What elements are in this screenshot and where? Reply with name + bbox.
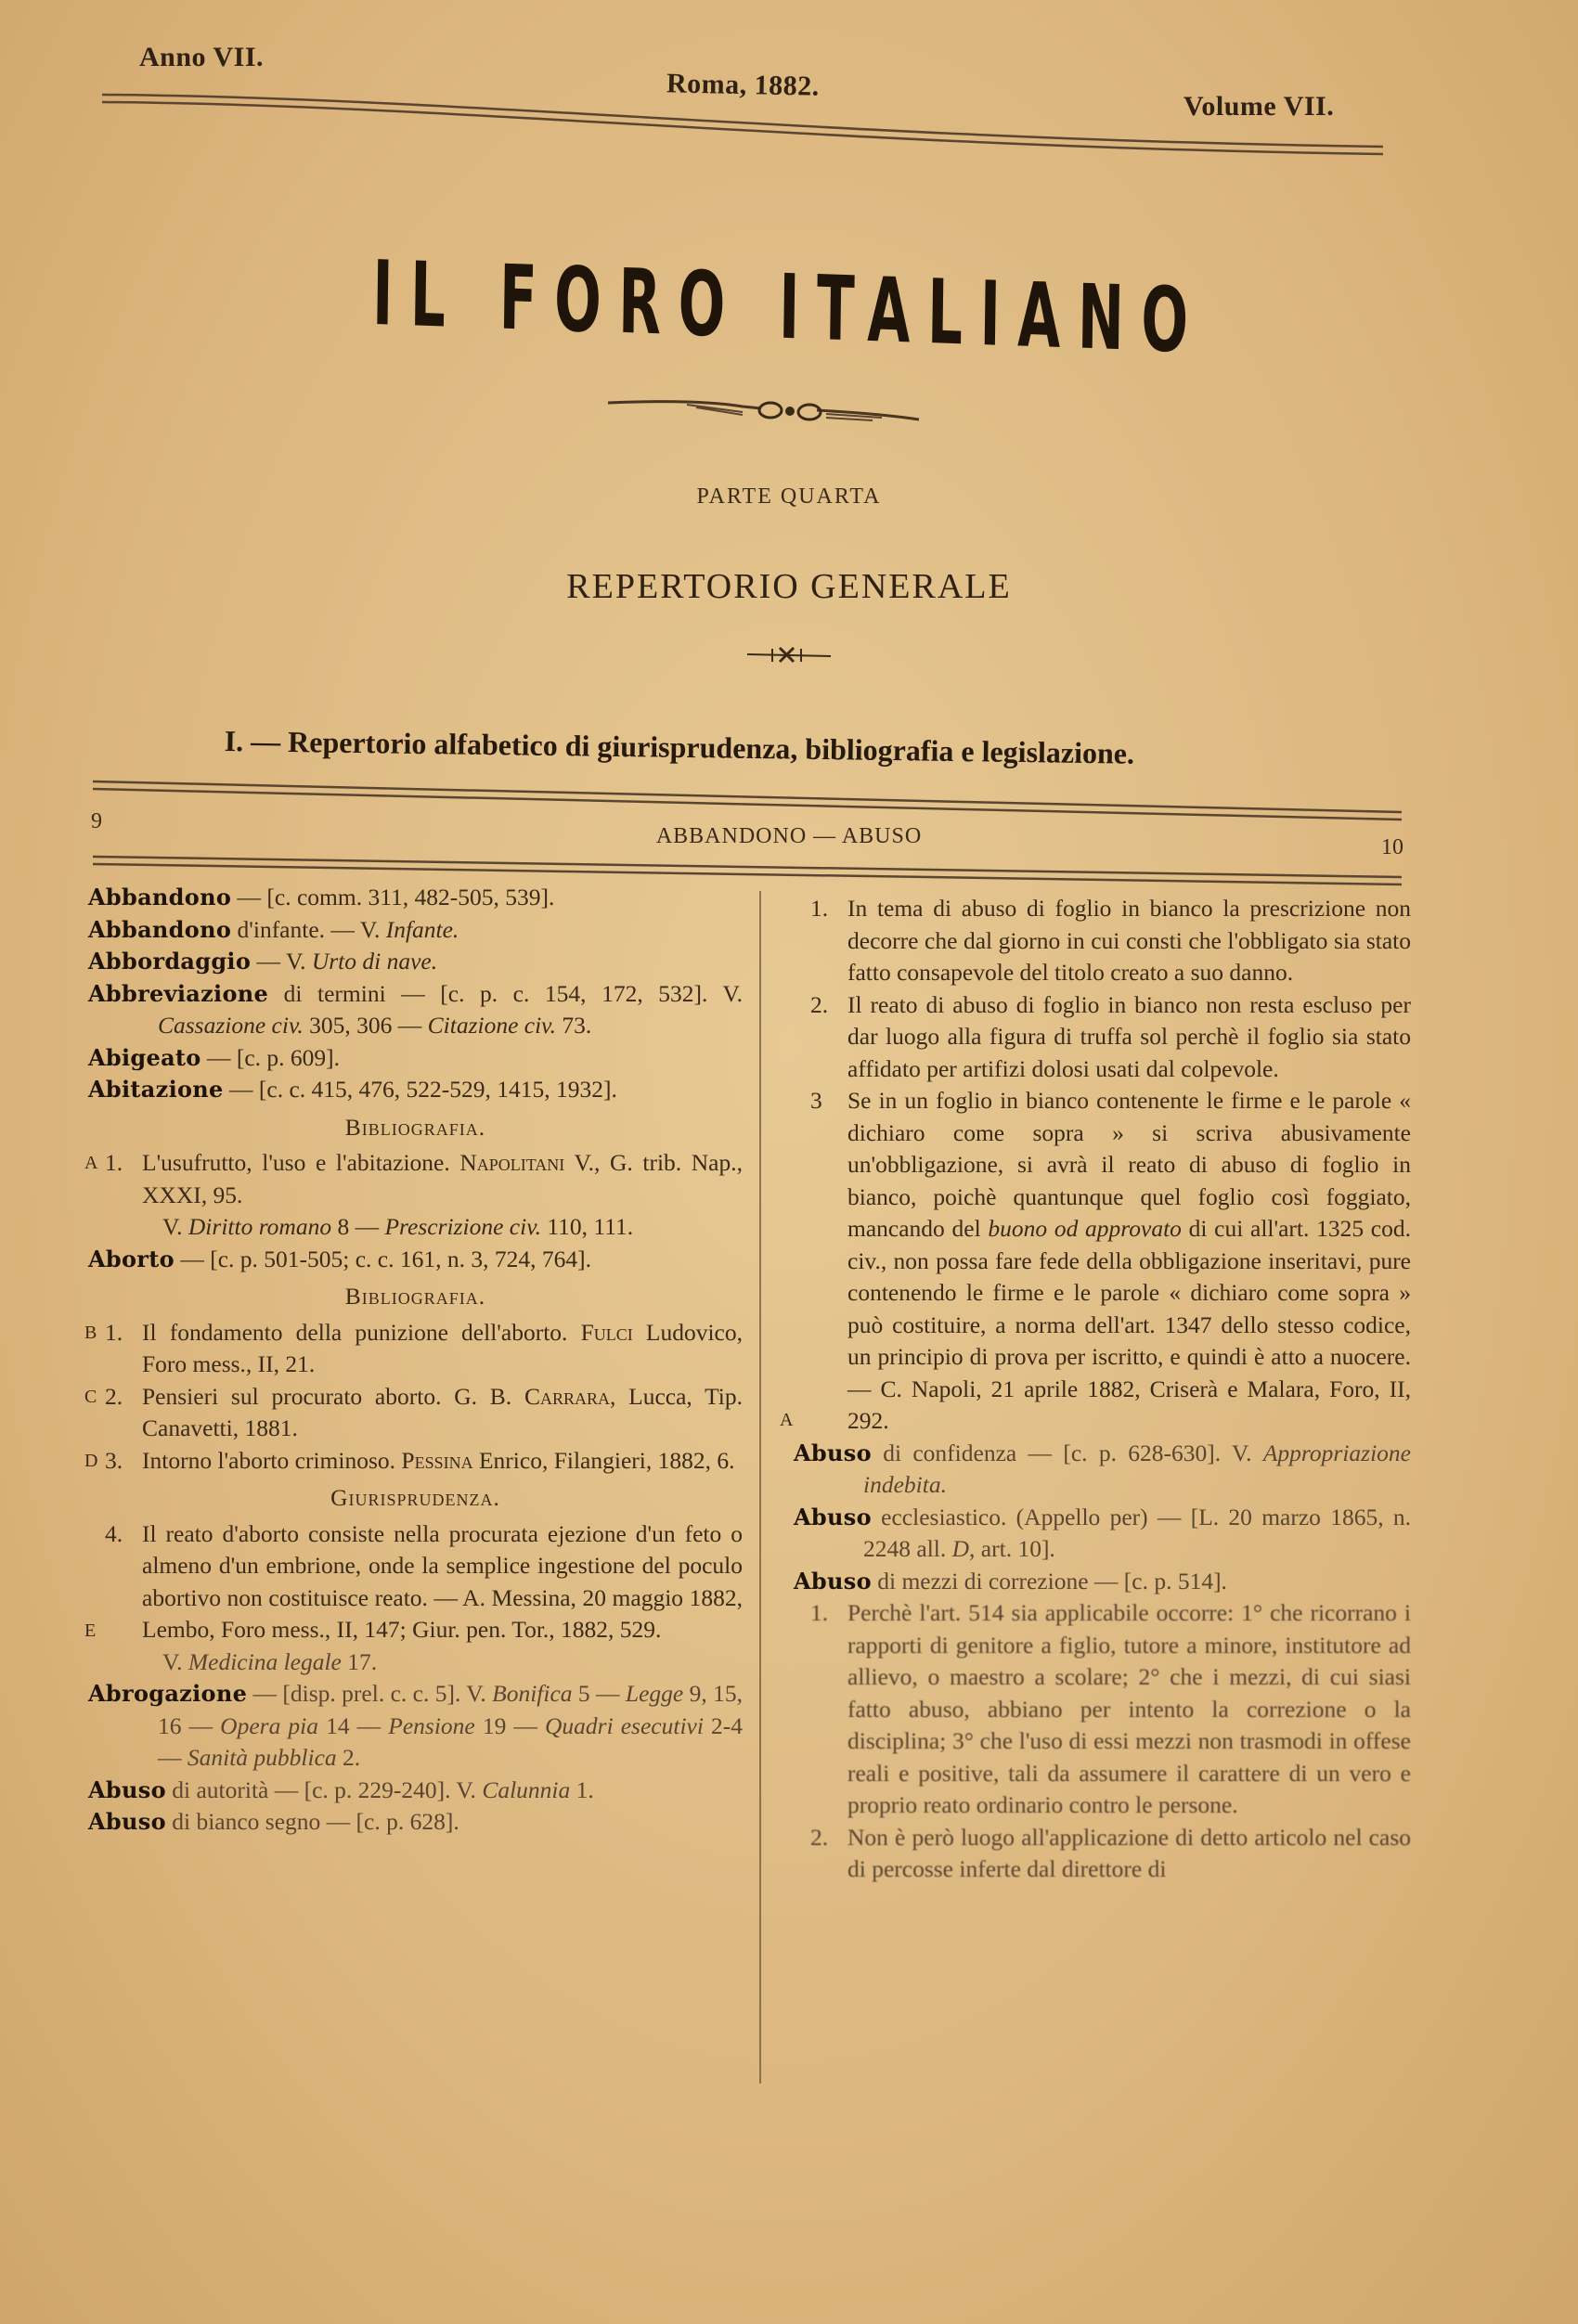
item-text: Ludovico, Foro mess., II, 21.: [142, 1318, 743, 1377]
author: Carrara: [524, 1382, 610, 1410]
entry-text: — [c. c. 415, 476, 522-529, 1415, 1932].: [223, 1076, 617, 1103]
lemma: Abrogazione: [88, 1680, 248, 1707]
entry-text: — [c. p. 501-505; c. c. 161, n. 3, 724, 764].: [174, 1245, 591, 1272]
entry-abitazione: [88, 1074, 743, 1106]
running-head-title: ABBANDONO — ABUSO: [655, 824, 923, 848]
entry-text: di confidenza — [c. p. 628-630]. V.: [871, 1439, 1263, 1466]
section-heading: I. — Repertorio alfabetico di giurisprudenza, bibliografia e legislazione.: [224, 724, 1135, 770]
cross-reference: Cassazione civ.: [158, 1012, 304, 1039]
item-number: 1.: [810, 895, 829, 922]
right-page-number: 10: [1381, 835, 1403, 859]
cross-reference: Pensione: [388, 1711, 475, 1739]
lemma: Abuso: [794, 1567, 872, 1595]
item-number: 2.: [105, 1382, 123, 1410]
lemma: Abitazione: [88, 1076, 224, 1103]
entry-text: 1.: [570, 1775, 594, 1803]
entry-abuso-autorita: [88, 1775, 743, 1807]
see-prefix: V.: [162, 1213, 188, 1240]
cross-reference: Quadri esecutivi: [544, 1711, 704, 1739]
jurisprudence-heading: Giurisprudenza.: [330, 1484, 500, 1511]
item-number: 3.: [105, 1446, 123, 1474]
entry-text: 2-4 —: [158, 1711, 744, 1771]
cross-reference: Infante.: [385, 915, 459, 943]
cross-reference: Opera pia: [220, 1711, 318, 1739]
lemma: Abuso: [794, 1439, 872, 1466]
entry-text: di mezzi di correzione — [c. p. 514].: [871, 1567, 1227, 1595]
item-text: Non è però luogo all'applicazione di detto articolo nel caso di percosse inferte dal direttore di: [847, 1823, 1411, 1882]
cross-reference: Calunnia: [482, 1775, 571, 1803]
entry-text: 9, 15, 16 —: [158, 1680, 744, 1739]
left-page-number: 9: [91, 809, 102, 833]
lemma: Abuso: [794, 1503, 872, 1530]
entry-text: 110, 111.: [541, 1213, 634, 1240]
entry-text: 17.: [341, 1647, 378, 1675]
right-column: [780, 893, 1411, 1886]
journal-title: IL FORO ITALIANO: [371, 240, 1207, 374]
entry-text: di bianco segno — [c. p. 628].: [165, 1808, 459, 1835]
margin-marker: A: [780, 1410, 794, 1430]
entry-text: di termini — [c. p. c. 154, 172, 532]. V.: [268, 979, 743, 1007]
part-title: REPERTORIO GENERALE: [566, 567, 1012, 606]
entry-text: d'infante. — V.: [231, 915, 386, 943]
masthead-anno: Anno VII.: [139, 42, 265, 72]
entry-abbordaggio: [88, 946, 743, 978]
bibliography-heading: Bibliografia.: [344, 1113, 486, 1141]
entry-text: 8 —: [331, 1213, 385, 1240]
entry-text: 73.: [555, 1012, 592, 1039]
bibliography-item: [84, 1381, 743, 1445]
item-text: Perchè l'art. 514 sia applicabile occorre: 1° che ricorrano i rapporti di genitore a figlio, tutore a minore, institutore ad allievo, o maestro a scolare; 2° che i mezzi, di cui siasi fatto abuso, abbiano per intento la correzione o la disciplina; 3° che l'uso di essi mezzi non trasmodi in offese reali e positive, tali da assumere il carattere di un vero e proprio reato ordinario contro le persone.: [847, 1599, 1411, 1818]
masthead-volume: Volume VII.: [1184, 91, 1335, 122]
margin-marker: E: [84, 1620, 97, 1641]
margin-marker: C: [84, 1386, 97, 1407]
jurisprudence-item: [794, 893, 1411, 989]
title-ornament: [603, 390, 975, 427]
item-text: Se in un foglio in bianco contenente le firme e le parole « dichiaro come sopra » si scriva abusivamente un'obbligazione, si avrà il reato di abuso di foglio in bianco, poichè quantunque quel foglio così foggiato, mancando del: [847, 1087, 1411, 1242]
cross-reference: Prescrizione civ.: [384, 1213, 541, 1240]
entry-abbreviazione: [88, 978, 743, 1042]
entry-text: — [c. p. 609].: [200, 1043, 341, 1071]
cross-reference: Sanità pubblica: [187, 1744, 337, 1771]
small-ornament: [743, 645, 835, 664]
lemma: Abbordaggio: [88, 948, 252, 975]
item-text: , Lucca, Tip. Canavetti, 1881.: [142, 1382, 743, 1441]
item-number: 1.: [810, 1599, 829, 1626]
entry-text: 19 —: [474, 1711, 545, 1739]
jurisprudence-item: [794, 1597, 1411, 1822]
item-text: Pensieri sul procurato aborto. G. B.: [142, 1382, 524, 1410]
entry-text: ecclesiastico. (Appello per) — [L. 20 marzo 1865, n. 2248 all.: [863, 1503, 1411, 1562]
lemma: Abuso: [88, 1808, 166, 1835]
item-text: Il reato di abuso di foglio in bianco non resta escluso per dar luogo alla figura di truffa sol perchè il foglio sia stato affidato per artifizi dolosi usati dal colpevole.: [847, 990, 1411, 1082]
item-text: L'usufrutto, l'uso e l'abitazione.: [142, 1149, 460, 1176]
left-column: [84, 882, 744, 1839]
item-number: 3: [810, 1087, 822, 1114]
entry-text: , art. 10].: [969, 1535, 1055, 1562]
lemma: Abigeato: [88, 1043, 201, 1071]
author: Pessina: [401, 1446, 473, 1474]
see-prefix: V.: [162, 1647, 188, 1675]
margin-marker: A: [84, 1153, 98, 1173]
entry-text: — V.: [251, 948, 312, 975]
column-divider: [759, 891, 761, 2084]
entry-text: 2.: [336, 1744, 361, 1771]
masthead-double-rule: [0, 0, 1578, 186]
entry-aborto: [88, 1244, 743, 1276]
see-also: [88, 1211, 743, 1244]
item-text: Intorno l'aborto criminoso.: [142, 1446, 402, 1474]
entry-abbandono: [88, 882, 743, 914]
jurisprudence-item: [794, 1822, 1411, 1886]
lemma: Abbreviazione: [88, 979, 269, 1007]
bibliography-item: [84, 1317, 743, 1381]
jurisprudence-item: [794, 989, 1411, 1086]
entry-text: 5 —: [572, 1680, 626, 1707]
cross-reference: Diritto romano: [188, 1213, 332, 1240]
entry-abrogazione: [88, 1678, 743, 1775]
item-number: 1.: [105, 1149, 123, 1176]
cross-reference: Appropriazione indebita.: [863, 1439, 1411, 1498]
item-text: di cui all'art. 1325 cod. civ., non possa fare fede della obbligazione inseritavi, pure contenendo le firme e le parole « dichiaro come sopra » può costituire, a norma dell'art. 1347 dello stesso codice, un principio di prova per iscritto, e quindi è atto a nuocere. — C. Napoli, 21 aprile 1882, Criserà e Malara, Foro, II, 292.: [847, 1215, 1411, 1434]
item-number: 1.: [105, 1318, 123, 1346]
lemma: Abbandono: [88, 915, 232, 943]
item-text: In tema di abuso di foglio in bianco la prescrizione non decorre che dal giorno in cui consti che l'obbligato sia stato fatto consapevole del titolo creato a suo danno.: [847, 895, 1411, 986]
item-number: 4.: [105, 1519, 123, 1547]
entry-text: — [c. comm. 311, 482-505, 539].: [231, 884, 555, 910]
jurisprudence-item: [780, 1085, 1411, 1438]
lemma: Abuso: [88, 1775, 166, 1803]
item-text: Il fondamento della punizione dell'aborto.: [142, 1318, 581, 1346]
item-number: 2.: [810, 1823, 829, 1851]
lemma: Abbandono: [88, 884, 232, 910]
cross-reference: Legge: [625, 1680, 684, 1707]
see-also: [88, 1646, 743, 1679]
author: Fulci: [580, 1318, 633, 1346]
cross-reference: Bonifica: [492, 1680, 573, 1707]
bibliography-item: [84, 1147, 744, 1211]
entry-abuso-ecclesiastico: [794, 1502, 1411, 1566]
part-label: PARTE QUARTA: [696, 484, 882, 509]
bibliography-heading: Bibliografia.: [344, 1283, 486, 1310]
entry-abigeato: [88, 1042, 743, 1075]
entry-text: — [disp. prel. c. c. 5]. V.: [247, 1680, 493, 1707]
item-text: Enrico, Filangieri, 1882, 6.: [472, 1446, 735, 1474]
margin-marker: B: [84, 1322, 97, 1343]
cross-reference: Citazione civ.: [427, 1012, 556, 1039]
cross-reference: Medicina legale: [188, 1647, 342, 1675]
item-text: V., G. trib. Nap., XXXI, 95.: [142, 1149, 744, 1208]
margin-marker: D: [84, 1450, 98, 1471]
entry-text: 305, 306 —: [303, 1012, 428, 1039]
entry-abuso-mezzi-correzione: [794, 1566, 1411, 1598]
lemma: Aborto: [88, 1245, 175, 1272]
item-number: 2.: [810, 990, 829, 1018]
entry-abuso-confidenza: [794, 1438, 1411, 1502]
bibliography-item: [84, 1445, 743, 1478]
author: Napolitani: [459, 1149, 565, 1176]
entry-abuso-bianco-segno: [88, 1806, 743, 1839]
entry-text: di autorità — [c. p. 229-240]. V.: [165, 1775, 483, 1803]
masthead-place-year: Roma, 1882.: [666, 68, 820, 102]
entry-text: 14 —: [318, 1711, 389, 1739]
emphasis: buono od approvato: [988, 1215, 1182, 1242]
cross-reference: Urto di nave.: [311, 948, 438, 975]
emphasis: D: [951, 1535, 970, 1562]
jurisprudence-item: [84, 1518, 743, 1646]
entry-abbandono-infante: [88, 914, 743, 947]
item-text: Il reato d'aborto consiste nella procurata ejezione d'un feto o almeno d'un embrione, onde la semplice ingestione del poculo abortivo non costituisce reato. — A. Messina, 20 maggio 1882, Lembo, Foro mess., II, 147; Giur. pen. Tor., 1882, 529.: [142, 1519, 743, 1643]
